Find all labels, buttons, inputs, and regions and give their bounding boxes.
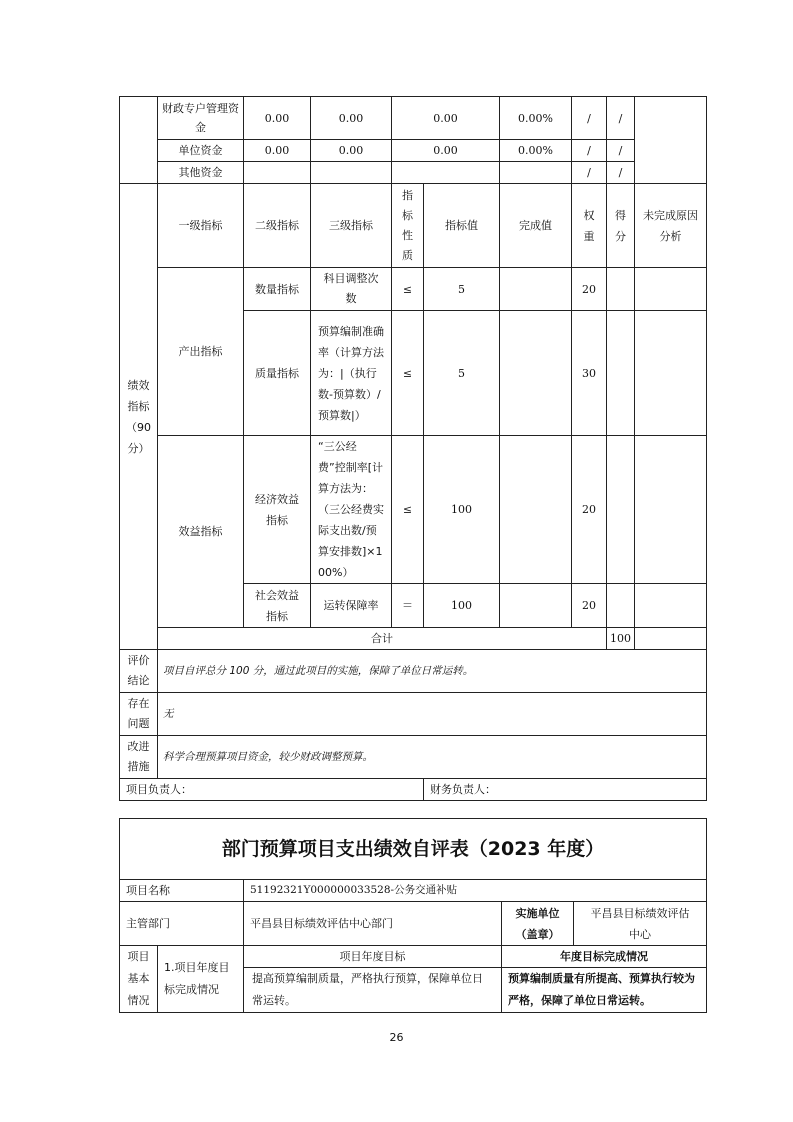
measures-text: 科学合理预算项目资金，较少财政调整预算。 [158,736,707,779]
goal-header: 项目年度目标 [244,946,502,968]
perf-section-label: 绩效指标（90分） [120,184,158,650]
problems-text: 无 [158,693,707,736]
problems-label: 存在问题 [120,693,158,736]
indicator-header-row: 绩效指标（90分） 一级指标 二级指标 三级指标 指标性质 指标值 完成值 权重 得分 未完成原因分析 [120,184,707,268]
project-name: 51192321Y000000033528-公务交通补贴 [244,880,707,902]
evaluation-row [120,650,707,693]
form-title-row [120,819,707,880]
indicator-row: 效益指标 经济效益指标 “三公经费”控制率[计算方法为：（三公经费实际支出数/预算安排数]×100%） ≤ 100 20 [120,436,707,584]
form-title: 部门预算项目支出绩效自评表（2023 年度） [120,819,707,880]
goal-label: 1.项目年度目标完成情况 [158,946,244,1013]
project-name-row [120,880,707,902]
evaluation-label: 评价结论 [120,650,158,693]
project-responsible: 项目负责人： [120,779,424,801]
fund-name: 财政专户管理资金 [158,97,244,140]
dept-name: 平昌县目标绩效评估中心部门 [244,902,502,946]
measures-label: 改进措施 [120,736,158,779]
basic-info-label: 项目基本情况 [120,946,158,1013]
fund-name: 单位资金 [158,140,244,162]
fund-row: 财政专户管理资金 0.00 0.00 0.00 0.00% / / [120,97,707,140]
fund-row: 单位资金 0.00 0.00 0.00 0.00% / / [120,140,707,162]
dept-row [120,902,707,946]
project-name-label: 项目名称 [120,880,244,902]
indicator-row: 质量指标 预算编制准确率（计算方法为：|（执行数-预算数）/预算数|） ≤ 5 30 [120,311,707,436]
indicator-row: 社会效益指标 运转保障率 ＝ 100 20 [120,584,707,628]
self-eval-form [119,818,707,1013]
fund-row: 其他资金 / / [120,162,707,184]
dept-label: 主管部门 [120,902,244,946]
performance-table [119,96,707,801]
impl-unit: 平昌县目标绩效评估中心 [574,902,707,946]
measures-row [120,736,707,779]
output-indicator-label: 产出指标 [158,268,244,436]
problems-row [120,693,707,736]
total-row [120,628,707,650]
impl-unit-label: 实施单位（盖章） [502,902,574,946]
benefit-indicator-label: 效益指标 [158,436,244,628]
fund-name: 其他资金 [158,162,244,184]
finance-responsible: 财务负责人： [424,779,707,801]
goal-text: 提高预算编制质量，严格执行预算，保障单位日常运转。 [244,968,502,1013]
goal-done-text: 预算编制质量有所提高、预算执行较为严格，保障了单位日常运转。 [502,968,707,1013]
page-number: 26 [389,1031,404,1044]
indicator-row: 产出指标 数量指标 科目调整次数 ≤ 5 20 [120,268,707,311]
total-weight: 100 [607,628,635,650]
responsible-row [120,779,707,801]
evaluation-text: 项目自评总分 100 分，通过此项目的实施，保障了单位日常运转。 [158,650,707,693]
goal-done-header: 年度目标完成情况 [502,946,707,968]
goal-header-row [120,946,707,968]
total-label: 合计 [158,628,607,650]
